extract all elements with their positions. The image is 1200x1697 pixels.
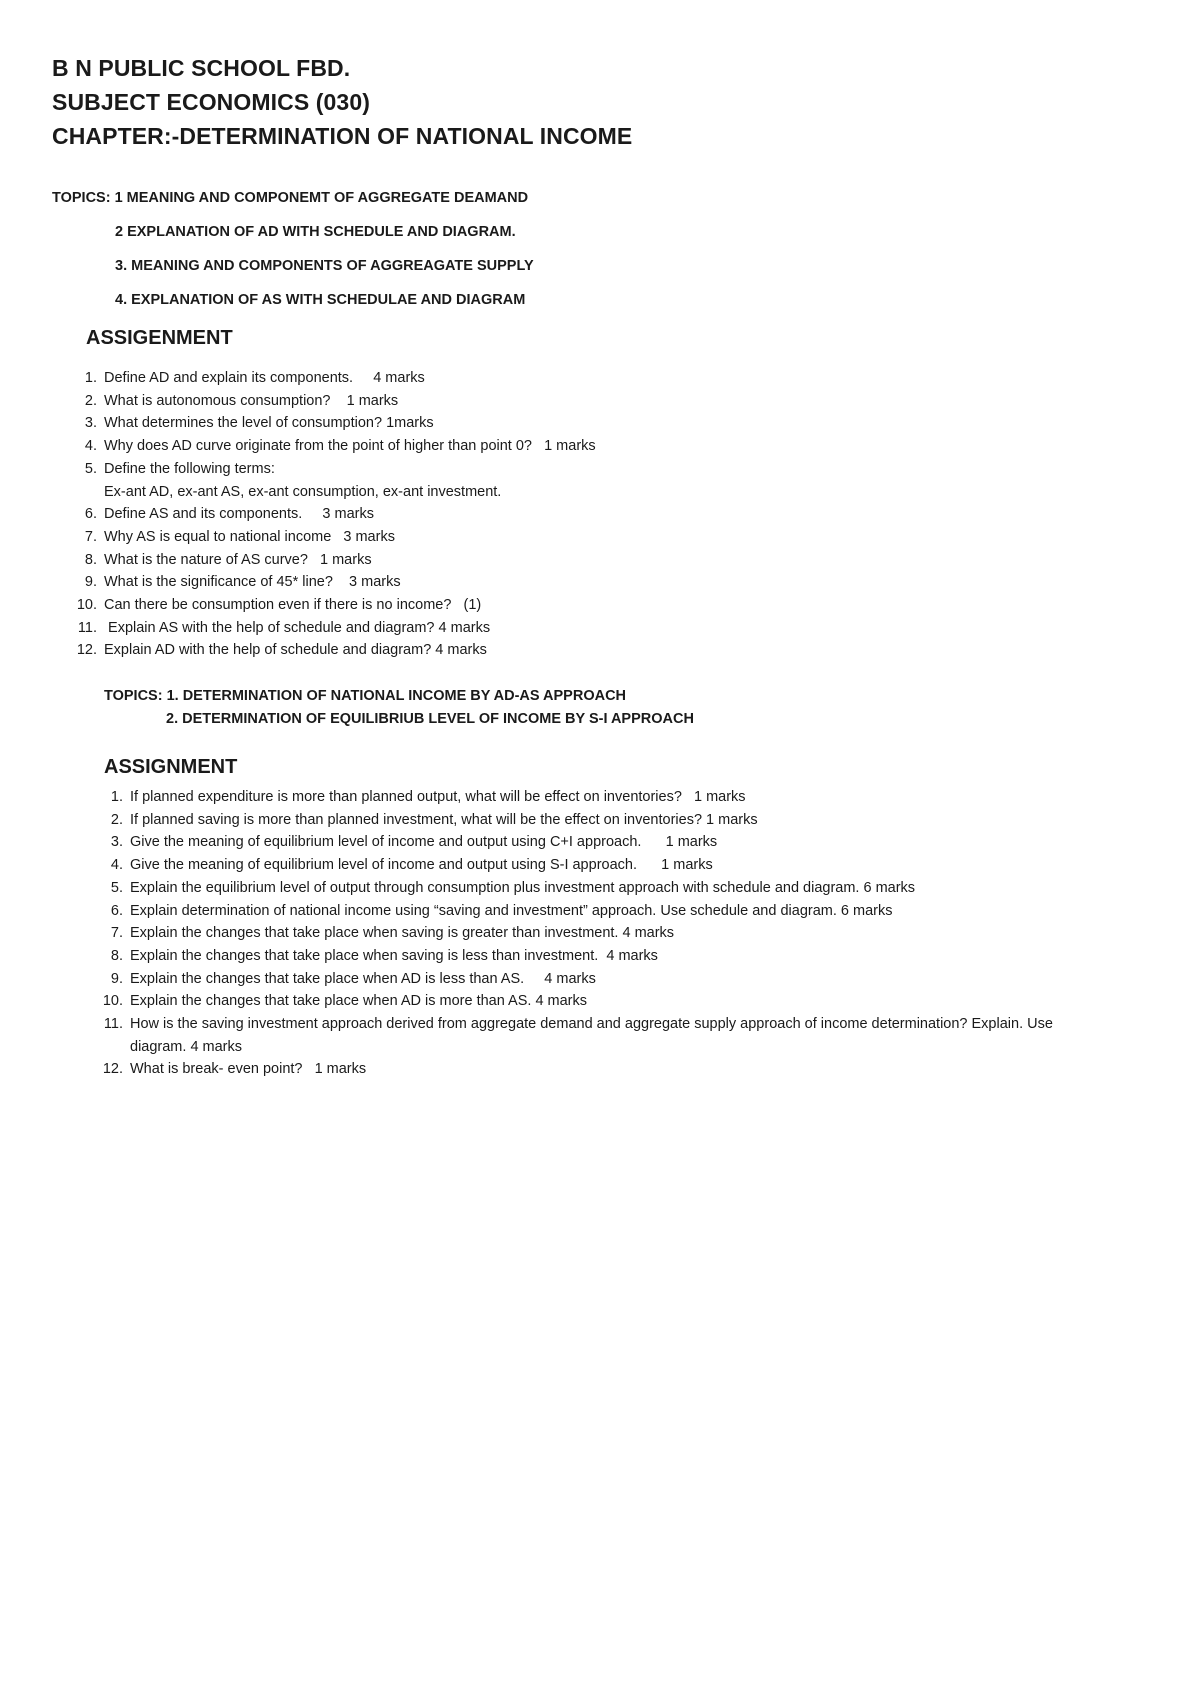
subject-title: SUBJECT ECONOMICS (030) [52, 89, 370, 115]
topic-line: TOPICS: 1. DETERMINATION OF NATIONAL INCOME BY AD-AS APPROACH [104, 688, 627, 704]
item-number: 5. [110, 879, 123, 896]
item-text: If planned expenditure is more than planned output, what will be effect on inventories? 1 marks [130, 789, 746, 805]
item-text: What determines the level of consumption? 1marks [104, 415, 434, 432]
item-text: If planned saving is more than planned investment, what will be the effect on inventories? 1 marks [130, 811, 758, 828]
list-item [110, 968, 1150, 991]
item-text: Can there be consumption even if there is no income? (1) [104, 597, 482, 614]
list-item [110, 786, 1150, 809]
item-number: 11. [77, 619, 97, 636]
item-number: 4. [110, 857, 123, 874]
assignment-heading-2: ASSIGNMENT [104, 756, 238, 778]
topic-line: 2 EXPLANATION OF AD WITH SCHEDULE AND DIAGRAM. [115, 224, 516, 240]
item-text: Define AS and its components. 3 marks [104, 506, 374, 523]
list-item [84, 435, 596, 458]
item-text: Why AS is equal to national income 3 marks [104, 528, 395, 545]
assignment-heading-1: ASSIGENMENT [86, 327, 233, 349]
item-text: Explain AD with the help of schedule and diagram? 4 marks [104, 642, 487, 659]
list-item [84, 390, 596, 413]
item-number: 7. [110, 925, 123, 942]
item-number: 10. [76, 597, 97, 614]
list-item [84, 412, 596, 435]
item-subtext: diagram. 4 marks [130, 1038, 243, 1055]
list-item [110, 945, 1150, 968]
item-number: 3. [110, 834, 123, 851]
item-text: Explain determination of national income using “saving and investment” approach. Use schedule and diagram. 6 marks [130, 902, 893, 919]
topic-line: 3. MEANING AND COMPONENTS OF AGGREAGATE SUPPLY [115, 258, 534, 274]
item-number: 1. [110, 789, 123, 805]
item-text: What is the nature of AS curve? 1 marks [104, 551, 372, 568]
list-item [84, 549, 596, 572]
item-number: 12. [76, 642, 97, 659]
school-name: B N PUBLIC SCHOOL FBD. [52, 55, 351, 81]
list-item [84, 503, 596, 526]
item-text: Explain the equilibrium level of output through consumption plus investment approach with schedule and diagram. 6 marks [130, 879, 916, 896]
item-text: Why does AD curve originate from the point of higher than point 0? 1 marks [104, 438, 596, 455]
list-item [110, 809, 1150, 832]
list-item [76, 594, 596, 617]
list-item [77, 617, 596, 640]
item-number: 8. [84, 551, 97, 568]
item-text: Define the following terms: [104, 460, 275, 477]
list-item [103, 1013, 1150, 1058]
list-item [84, 571, 596, 594]
item-number: 7. [84, 528, 97, 545]
list-item [84, 367, 596, 390]
item-text: Explain the changes that take place when AD is less than AS. 4 marks [130, 970, 596, 987]
list-item [110, 922, 1150, 945]
item-number: 2. [110, 811, 123, 828]
item-text: Explain the changes that take place when AD is more than AS. 4 marks [130, 993, 588, 1010]
item-number: 8. [110, 947, 123, 964]
item-number: 9. [110, 970, 123, 987]
list-item [110, 854, 1150, 877]
item-number: 4. [84, 438, 97, 455]
item-number: 1. [84, 370, 97, 386]
list-item [76, 639, 596, 662]
chapter-title: CHAPTER:-DETERMINATION OF NATIONAL INCOME [52, 123, 633, 149]
item-number: 3. [84, 415, 97, 432]
item-number: 6. [84, 506, 97, 523]
list-item [102, 1058, 1150, 1081]
item-number: 9. [84, 574, 97, 591]
item-text: Define AD and explain its components. 4 marks [104, 370, 425, 386]
item-text: Explain AS with the help of schedule and diagram? 4 marks [104, 619, 491, 636]
item-number: 6. [110, 902, 123, 919]
item-text: What is the significance of 45* line? 3 marks [104, 574, 401, 591]
list-item [84, 458, 596, 503]
list-item [110, 900, 1150, 923]
item-text: Explain the changes that take place when saving is less than investment. 4 marks [130, 947, 658, 964]
list-item [102, 990, 1150, 1013]
topic-line: 2. DETERMINATION OF EQUILIBRIUB LEVEL OF INCOME BY S-I APPROACH [166, 711, 694, 727]
topic-line: TOPICS: 1 MEANING AND COMPONEMT OF AGGREGATE DEAMAND [52, 190, 529, 206]
item-text: What is autonomous consumption? 1 marks [104, 392, 399, 409]
item-text: Explain the changes that take place when saving is greater than investment. 4 marks [130, 925, 675, 942]
item-text: Give the meaning of equilibrium level of income and output using S-I approach. 1 marks [130, 857, 713, 874]
list-item [110, 831, 1150, 854]
item-text: What is break- even point? 1 marks [130, 1061, 367, 1078]
topic-line: 4. EXPLANATION OF AS WITH SCHEDULAE AND DIAGRAM [115, 292, 526, 308]
item-number: 5. [84, 460, 97, 477]
question-list-2 [102, 786, 1150, 1081]
item-number: 12. [102, 1061, 123, 1078]
list-item [84, 526, 596, 549]
item-number: 10. [102, 993, 123, 1010]
item-text: How is the saving investment approach derived from aggregate demand and aggregate supply approach of income determination? Explain. Use [130, 1016, 1053, 1033]
item-number: 2. [84, 392, 97, 409]
item-number: 11. [103, 1016, 123, 1033]
item-text: Give the meaning of equilibrium level of income and output using C+I approach. 1 marks [130, 834, 718, 851]
item-subtext: Ex-ant AD, ex-ant AS, ex-ant consumption, ex-ant investment. [104, 483, 502, 500]
question-list-1 [76, 367, 596, 662]
list-item [110, 877, 1150, 900]
